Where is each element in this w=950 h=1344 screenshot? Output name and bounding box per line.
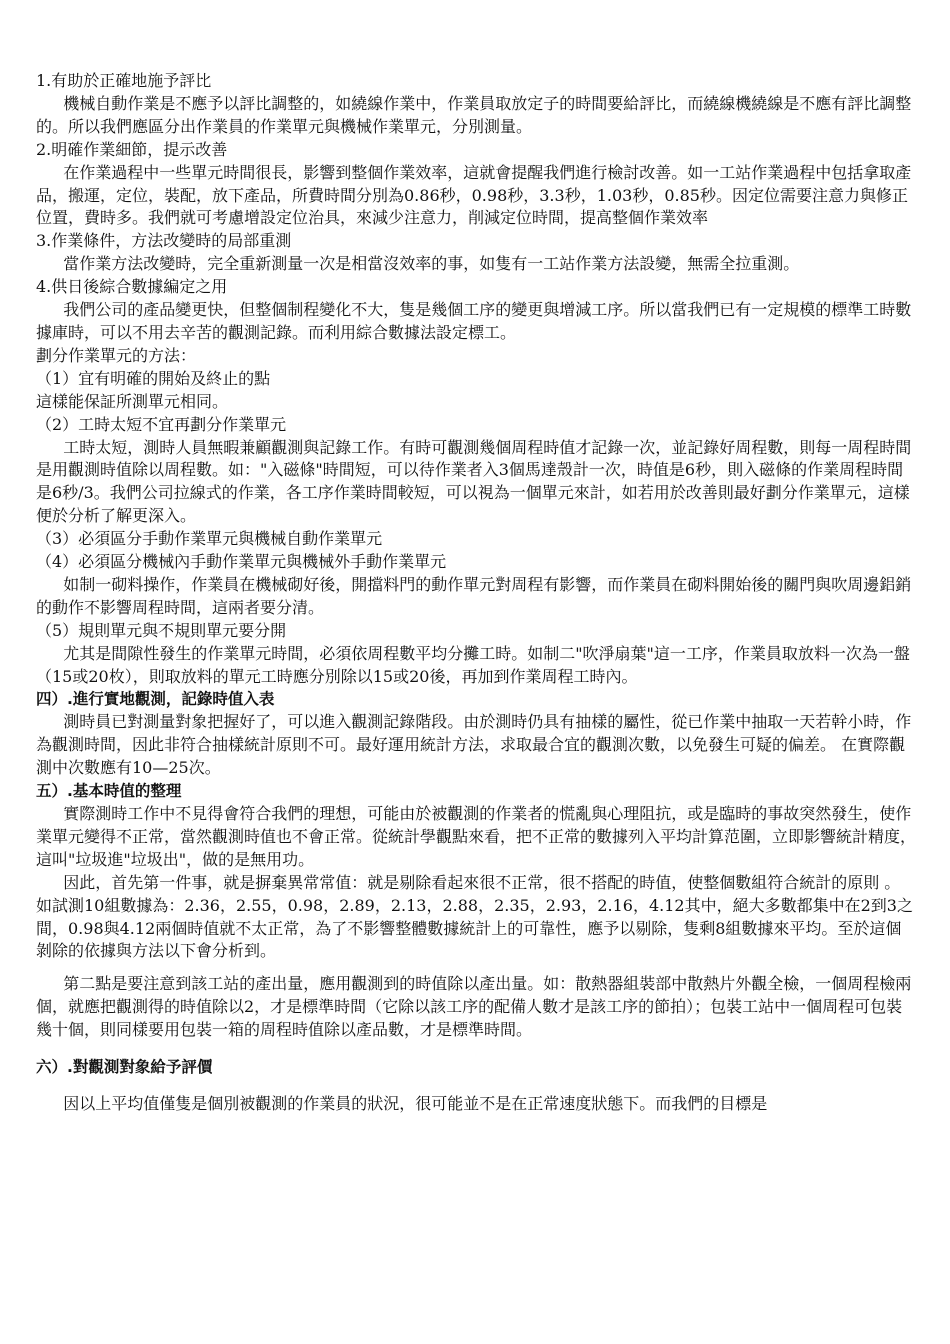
body-paragraph: 在作業過程中一些單元時間很長，影響到整個作業效率，這就會提醒我們進行檢討改善。如一工站作業過程中包括拿取產品，搬運，定位，裝配，放下產品，所費時間分別為0.86秒，0.98秒，3.3秒，1.03秒，0.85秒。因定位需要注意力與修正位置，費時多。我們就可考慮增設定位治具，來減少注意力，削減定位時間，提高整個作業效率 xyxy=(36,162,912,228)
body-paragraph: 因以上平均值僅隻是個別被觀測的作業員的狀況，很可能並不是在正常速度狀態下。而我們的目標是 xyxy=(63,1093,768,1113)
body-paragraph: 第二點是要注意到該工站的產出量，應用觀測到的時值除以產出量。如：散熱器組裝部中散熱片外觀全檢，一個周程檢兩個，就應把觀測得的時值除以2，才是標準時間（它除以該工序的配備人數才是該工序的節拍）；包裝工站中一個周程可包裝幾十個，則同樣要用包裝一箱的周程時值除以產品數，才是標準時間。 xyxy=(36,974,912,1040)
text-line: （4）必須區分機械內手動作業單元與機械外手動作業單元 xyxy=(36,552,447,572)
section-heading: 五）.基本時值的整理 xyxy=(36,782,182,801)
text-line: 劃分作業單元的方法： xyxy=(36,345,197,365)
body-paragraph: 機械自動作業是不應予以評比調整的，如繞線作業中，作業員取放定子的時間要給評比，而繞線機繞線是不應有評比調整的。所以我們應區分出作業員的作業單元與機械作業單元，分別測量。 xyxy=(36,93,912,136)
body-paragraph: 實際測時工作中不見得會符合我們的理想，可能由於被觀測的作業者的慌亂與心理阻抗，或是臨時的事故突然發生，使作業單元變得不正常，當然觀測時值也不會正常。從統計學觀點來看，把不正常的數據列入平均計算范圍，立即影響統計精度，這叫"垃圾進"垃圾出"，做的是無用功。 xyxy=(36,804,917,869)
text-line: （3）必須區分手動作業單元與機械自動作業單元 xyxy=(36,529,383,549)
body-paragraph: 因此，首先第一件事，就是摒棄異常常值：就是剔除看起來很不正常，很不搭配的時值，使整個數組符合統計的原則 。如試測10組數據為：2.36，2.55，0.98，2.89，2.13，2.88，2.35，2.93，2.16，4.12其中，絕大多數都集中在2到3之間，0.98與4.12兩個時值就不太正常，為了不影響整體數據統計上的可靠性，應予以剔除，隻剩8組數據來平均。至於這個剝除的依據與方法以下會分析到。 xyxy=(36,872,913,961)
text-line: 4.供日後綜合數據編定之用 xyxy=(36,277,228,297)
text-line: （2）工時太短不宜再劃分作業單元 xyxy=(36,414,287,434)
text-line: 這樣能保証所測單元相同。 xyxy=(36,391,229,411)
body-paragraph: 工時太短，測時人員無暇兼顧觀測與記錄工作。有時可觀測幾個周程時值才記錄一次，並記錄好周程數，則每一周程時間是用觀測時值除以周程數。如："入磁條"時間短，可以待作業者入3個馬達殼計一次，時值是6秒，則入磁條的作業周程時間是6秒/3。我們公司拉線式的作業，各工序作業時間較短，可以視為一個單元來計，如若用於改善則最好劃分作業單元，這樣便於分析了解更深入。 xyxy=(36,437,912,526)
section-heading: 六）.對觀測對象給予評價 xyxy=(36,1058,213,1077)
text-line: 3.作業條件，方法改變時的局部重測 xyxy=(36,231,292,251)
text-line: 1.有助於正確地施予評比 xyxy=(36,71,212,90)
body-paragraph: 我們公司的產品變更快，但整個制程變化不大，隻是幾個工序的變更與增減工序。所以當我們已有一定規模的標準工時數據庫時，可以不用去辛苦的觀測記錄。而利用綜合數據法設定標工。 xyxy=(36,300,912,342)
body-paragraph: 如制一砌料操作，作業員在機械砌好後，開擋料門的動作單元對周程有影響，而作業員在砌料開始後的關門與吹周邊鋁銷的動作不影響周程時間，這兩者要分清。 xyxy=(36,574,912,617)
text-line: （1）宜有明確的開始及終止的點 xyxy=(36,368,271,388)
section-heading: 四）.進行實地觀測，記錄時值入表 xyxy=(36,690,275,709)
text-line: （5）規則單元與不規則單元要分開 xyxy=(36,620,287,640)
body-paragraph: 測時員已對測量對象把握好了，可以進入觀測記錄階段。由於測時仍具有抽樣的屬性，從已作業中抽取一天若幹小時，作為觀測時間，因此非符合抽樣統計原則不可。最好運用統計方法，求取最合宜的觀測次數，以免發生可疑的偏差。 在實際觀測中次數應有10—25次。 xyxy=(36,712,912,778)
body-paragraph: 尤其是間隙性發生的作業單元時間，必須依周程數平均分攤工時。如制二"吹淨扇葉"這一工序，作業員取放料一次為一盤（15或20枚），則取放料的單元工時應分別除以15或20後，再加到作業周程工時內。 xyxy=(36,643,910,686)
text-line: 2.明確作業細節，提示改善 xyxy=(36,139,228,159)
body-paragraph: 當作業方法改變時，完全重新測量一次是相當沒效率的事，如隻有一工站作業方法設變，無需全拉重測。 xyxy=(63,254,800,274)
